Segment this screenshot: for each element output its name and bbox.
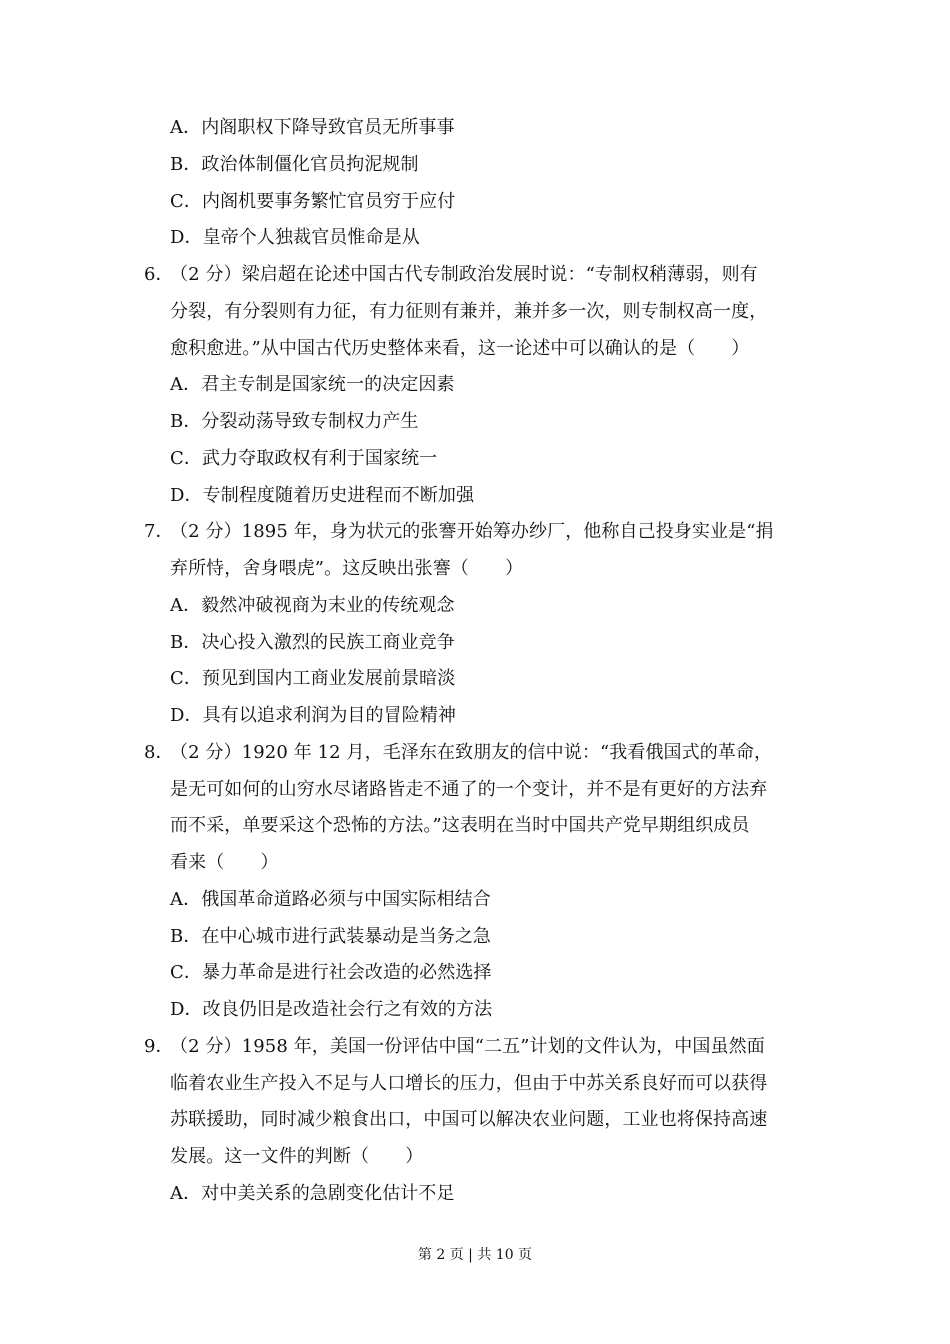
question-stem — [0, 1139, 950, 1176]
question-stem — [0, 772, 950, 809]
question-number: 8． — [144, 741, 174, 763]
question-stem-text: （2 分）1958 年，美国一份评估中国“二五”计划的文件认为，中国虽然面 — [170, 1035, 765, 1057]
option — [0, 110, 950, 147]
question-stem-text: 而不采，单要采这个恐怖的方法。”这表明在当时中国共产党早期组织成员 — [170, 815, 750, 837]
option — [0, 882, 950, 919]
option-text: C．内阁机要事务繁忙官员穷于应付 — [170, 190, 456, 212]
question-stem-text: 看来（ ） — [170, 852, 279, 873]
question-stem-text: 分裂，有分裂则有力征，有力征则有兼并，兼并多一次，则专制权高一度， — [170, 300, 768, 322]
option-text: B．分裂动荡导致专制权力产生 — [170, 411, 419, 432]
option-text: A．对中美关系的急剧变化估计不足 — [170, 1182, 455, 1204]
question-stem-text: 是无可如何的山穷水尽诸路皆走不通了的一个变计，并不是有更好的方法弃 — [170, 778, 768, 800]
question-stem-text: （2 分）梁启超在论述中国古代专制政治发展时说：“专制权稍薄弱，则有 — [170, 264, 758, 285]
option — [0, 147, 950, 184]
option — [0, 625, 950, 662]
option — [0, 955, 950, 992]
option-text: B．决心投入激烈的民族工商业竞争 — [170, 631, 455, 653]
question-stem-text: （2 分）1920 年 12 月，毛泽东在致朋友的信中说：“我看俄国式的革命， — [170, 741, 773, 763]
option — [0, 367, 950, 404]
question-stem — [0, 1066, 950, 1103]
question-stem — [0, 331, 950, 368]
question-stem-text: 弃所恃，舍身喂虎”。这反映出张謇（ ） — [170, 558, 524, 579]
question-stem — [0, 294, 950, 331]
option-text: D．专制程度随着历史进程而不断加强 — [170, 484, 475, 506]
option-text: D．具有以追求利润为目的冒险精神 — [170, 705, 457, 726]
option-text: A．俄国革命道路必须与中国实际相结合 — [170, 888, 491, 910]
question-stem — [0, 808, 950, 845]
option — [0, 404, 950, 441]
option-text: B．在中心城市进行武装暴动是当务之急 — [170, 925, 492, 947]
option — [0, 1176, 950, 1213]
option — [0, 588, 950, 625]
question-stem — [0, 257, 950, 294]
option-text: C．预见到国内工商业发展前景暗淡 — [170, 668, 456, 690]
page-content — [0, 110, 950, 1213]
page-footer: 第 2 页 | 共 10 页 — [417, 1247, 533, 1263]
option — [0, 478, 950, 515]
question-number: 6． — [144, 264, 174, 285]
question-stem — [0, 1102, 950, 1139]
question-stem-text: 发展。这一文件的判断（ ） — [170, 1146, 424, 1167]
option-text: D．皇帝个人独裁官员惟命是从 — [170, 227, 420, 249]
question-number: 9． — [144, 1035, 174, 1057]
option — [0, 184, 950, 221]
option-text: B．政治体制僵化官员拘泥规制 — [170, 153, 419, 175]
option-text: C．武力夺取政权有利于国家统一 — [170, 447, 438, 469]
question-stem — [0, 845, 950, 882]
option-text: A．君主专制是国家统一的决定因素 — [170, 374, 455, 396]
question-stem-text: 苏联援助，同时减少粮食出口，中国可以解决农业问题，工业也将保持高速 — [170, 1109, 768, 1131]
option — [0, 661, 950, 698]
option-text: C．暴力革命是进行社会改造的必然选择 — [170, 962, 492, 984]
question-stem-text: （2 分）1895 年，身为状元的张謇开始筹办纱厂，他称自己投身实业是“捐 — [170, 521, 774, 543]
option — [0, 220, 950, 257]
option — [0, 992, 950, 1029]
question-stem — [0, 551, 950, 588]
question-stem — [0, 735, 950, 772]
option — [0, 441, 950, 478]
question-number: 7． — [144, 521, 174, 543]
question-stem — [0, 514, 950, 551]
option-text: A．内阁职权下降导致官员无所事事 — [170, 117, 455, 138]
question-stem-text: 临着农业生产投入不足与人口增长的压力，但由于中苏关系良好而可以获得 — [170, 1072, 768, 1094]
option — [0, 698, 950, 735]
question-stem-text: 愈积愈进。”从中国古代历史整体来看，这一论述中可以确认的是（ ） — [170, 337, 750, 359]
option-text: D．改良仍旧是改造社会行之有效的方法 — [170, 999, 493, 1020]
option — [0, 919, 950, 956]
question-stem — [0, 1029, 950, 1066]
option-text: A．毅然冲破视商为末业的传统观念 — [170, 594, 455, 616]
